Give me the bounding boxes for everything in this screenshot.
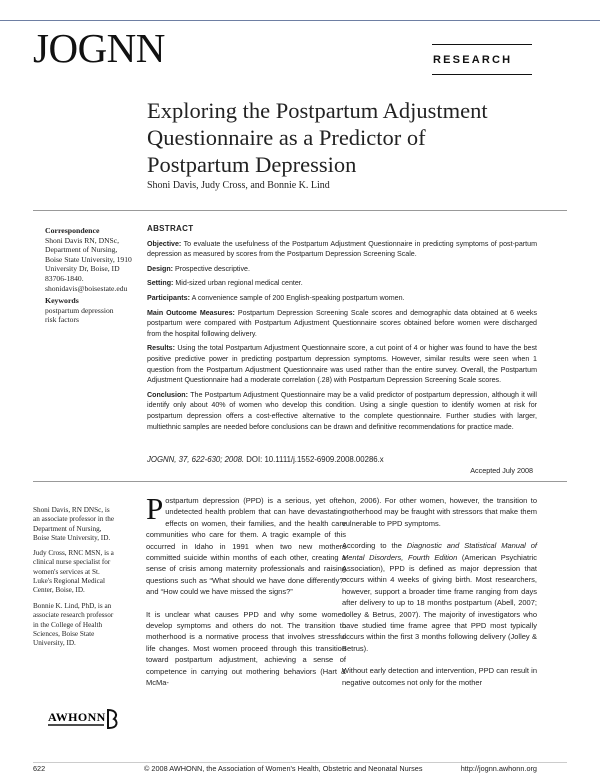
logo-text: AWHONN [48, 710, 106, 724]
article-title [147, 97, 567, 178]
copyright: © 2008 AWHONN, the Association of Women's Health, Obstetric and Neonatal Nurses [144, 764, 423, 773]
citation-doi[interactable]: DOI: 10.1111/j.1552-6909.2008.00286.x [246, 455, 384, 464]
correspondence-email[interactable]: shonidavis@boisestate.edu [45, 283, 128, 293]
abstract-results: Results: Using the total Postpartum Adjustment Questionnaire score, a cut point of 4 or higher was found to have the best positive predictive power in predicting postpartum depression symptoms. However, similar results were seen when 1 question from the Postpartum Adjustment Questionnaire was used rather than the entire survey. Overall, the Postpartum Adjustment Questionnaire had a moderate correlation (.28) with Postpartum Depression Screening Scale scores. [147, 344, 537, 385]
abstract [147, 224, 537, 436]
section-label: RESEARCH [433, 54, 513, 66]
title-line: Questionnaire as a Predictor of [147, 125, 426, 150]
body-paragraph: hon, 2006). For other women, however, the transition to motherhood may be fraught with stressors that make them vulnerable to PPD symptoms. [342, 496, 537, 528]
body-paragraph: Without early detection and intervention, PPD can result in negative outcomes not only for the mother [342, 666, 537, 687]
drop-cap: P [146, 491, 164, 526]
keywords-heading: Keywords [45, 296, 79, 305]
journal-url[interactable]: http://jognn.awhonn.org [460, 764, 537, 773]
abstract-setting: Setting: Mid-sized urban regional medical center. [147, 279, 303, 288]
title-line: Postpartum Depression [147, 152, 357, 177]
correspondence-line: 83706-1840. [45, 273, 84, 283]
correspondence-line: Shoni Davis RN, DNSc, [45, 235, 120, 245]
author-bio: Judy Cross, RNC MSN, is a clinical nurse specialist for women's services at St. Luke's Regional Medical Center, Boise, ID. [33, 549, 114, 595]
body-paragraph: It is unclear what causes PPD and why some women develop symptoms and others do not. The transition to motherhood is a normative process that involves stressful life changes. Most women proceed through this transition toward postpartum adjustment, achieving a sense of competence in carrying out mothering behaviors (Hart & McMa- [146, 609, 346, 688]
author-list: Shoni Davis, Judy Cross, and Bonnie K. Lind [147, 180, 330, 191]
abstract-measures: Main Outcome Measures: Postpartum Depression Screening Scale scores and demographic data obtained at 6 weeks postpartum were compared with Postpartum Adjustment Questionnaire scores obtained before women were discharged from the hospital following delivery. [147, 308, 537, 338]
body-column-1 [146, 491, 346, 700]
correspondence-line: Boise State University, 1910 [45, 254, 132, 264]
correspondence-line: Department of Nursing, [45, 245, 118, 255]
journal-name: JOGNN [33, 25, 165, 71]
author-bio: Bonnie K. Lind, PhD, is an associate research professor in the College of Health Sciences, Boise State University, ID. [33, 602, 114, 648]
correspondence-line: University Dr, Boise, ID [45, 264, 120, 274]
correspondence-heading: Correspondence [45, 226, 100, 235]
divider [33, 481, 567, 482]
correspondence-block [45, 226, 140, 293]
body-paragraph: According to the Diagnostic and Statistical Manual of Mental Disorders, Fourth Edition (American Psychiatric Association), PPD is defined as major depression that occurs within 4 weeks of giving birth. Most researchers, however, support a broader time frame ranging from days after delivery to up to 18 months postpartum (Abell, 2007; Jolley & Betrus, 2007). The majority of investigators who have studied time frame agree that PPD most typically occurs within the first 3 months following delivery (Jolley & Betrus). [342, 541, 538, 653]
divider [33, 210, 567, 211]
body-column-2 [342, 495, 537, 699]
keyword: risk factors [45, 315, 79, 325]
abstract-objective: Objective: To evaluate the usefulness of the Postpartum Adjustment Questionnaire in predicting symptoms of post-partum depression as measured by scores from the Postpartum Depression Screening Scale. [147, 239, 537, 259]
citation-journal: JOGNN, 37, 622-630; 2008. [147, 455, 245, 464]
keyword: postpartum depression [45, 305, 114, 315]
abstract-participants: Participants: A convenience sample of 200 English-speaking postpartum women. [147, 293, 405, 302]
awhonn-logo [46, 707, 126, 731]
abstract-conclusion: Conclusion: The Postpartum Adjustment Questionnaire may be a valid predictor of postpartum depression, although it will identify only about 40% of women who develop this condition. Using a single question to identify women at risk for postpartum depression offers a cost-effective alternative to the complete questionnaire. Further studies with larger, multiethnic samples are needed before conclusions can be drawn and definitive recommendations for practice made. [147, 390, 538, 431]
keywords-block [45, 296, 140, 325]
citation [147, 455, 547, 464]
abstract-heading: ABSTRACT [147, 224, 194, 233]
body-paragraph: Postpartum depression (PPD) is a serious, yet often undetected health problem that can have devastating effects on women, their families, and the health care communities who care for them. A tragic example of this occurred in Idaho in 1991 when two new mothers committed suicide within months of each other, creating a sense of crisis among maternity professionals and raising questions such as “What should we have done differently?” and “How could we have missed the signs?” [146, 491, 346, 597]
page-number: 622 [33, 764, 46, 773]
footer-rule [33, 762, 567, 763]
accepted-date: Accepted July 2008 [470, 466, 533, 475]
header-top-rule [0, 20, 600, 21]
abstract-design: Design: Prospective descriptive. [147, 264, 250, 273]
logo-mark-icon [108, 710, 117, 728]
title-line: Exploring the Postpartum Adjustment [147, 98, 488, 123]
author-bio: Shoni Davis, RN DNSc, is an associate professor in the Department of Nursing, Boise State University, ID. [33, 506, 115, 542]
